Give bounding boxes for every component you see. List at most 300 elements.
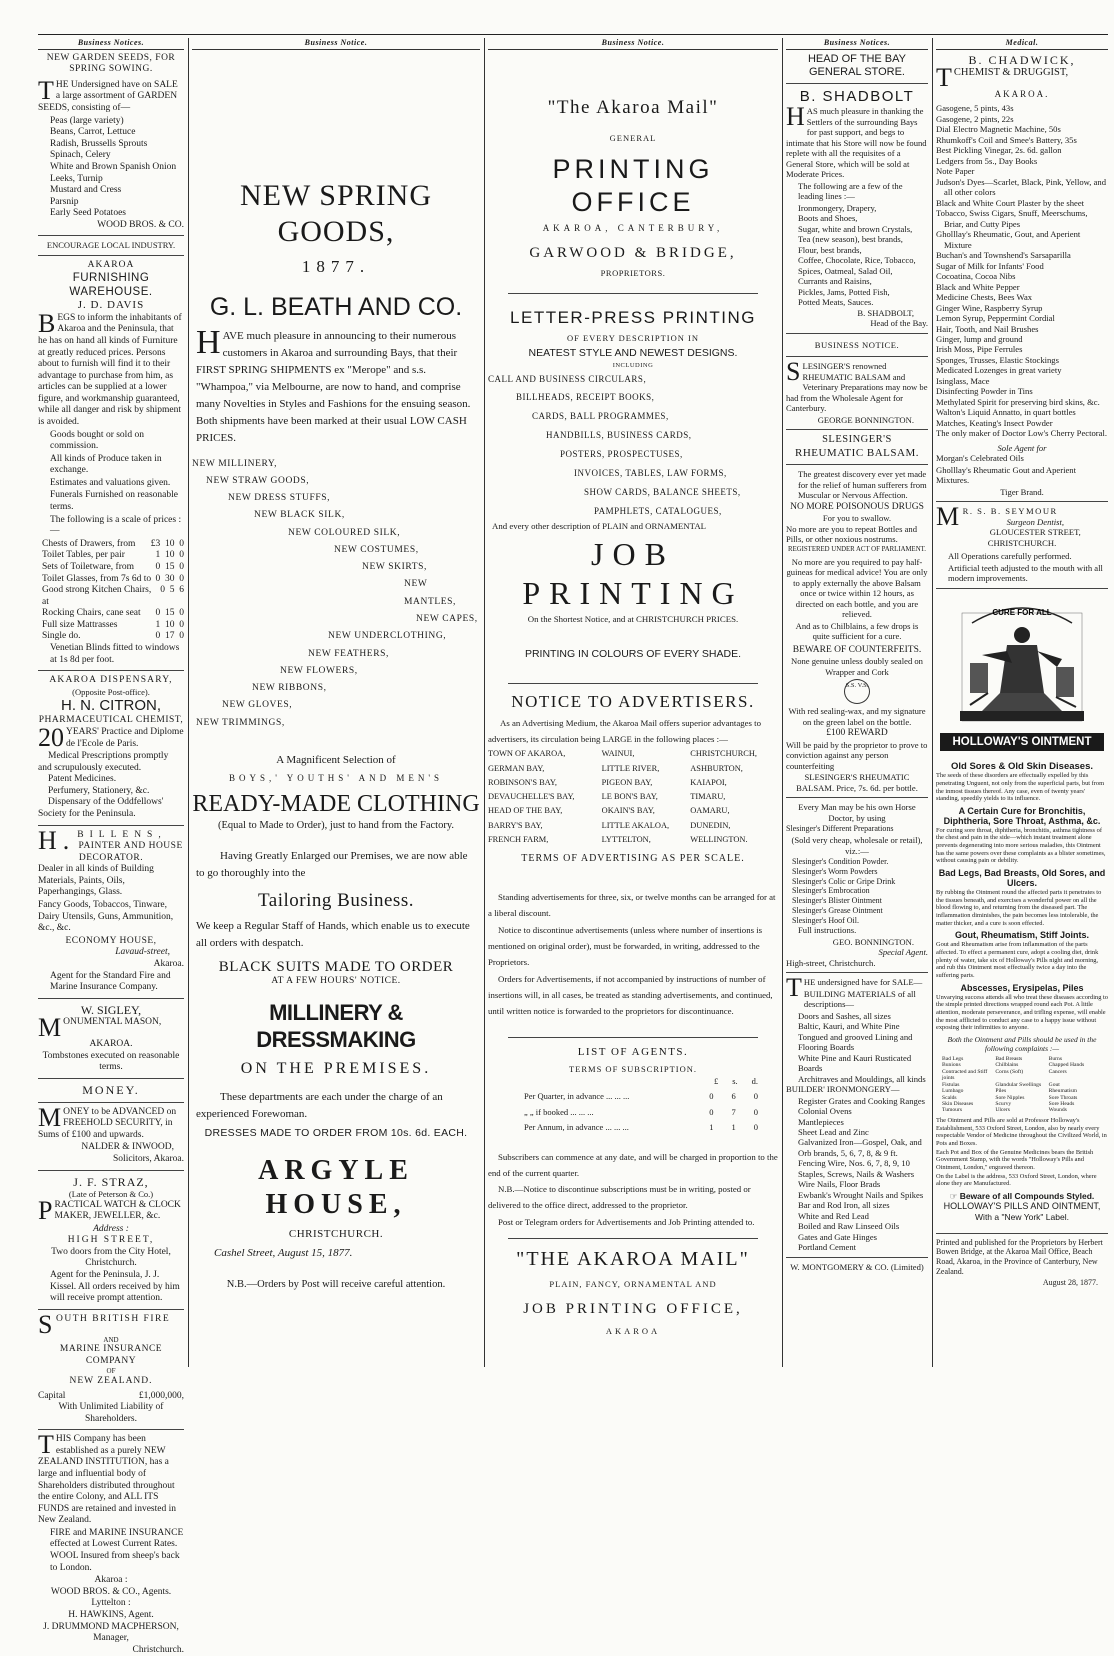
price-row [38, 620, 184, 632]
economy-house: ECONOMY HOUSE, [65, 935, 157, 946]
equal-to-order: (Equal to Made to Order), just to hand from the Factory. [217, 819, 455, 831]
none-genuine: None genuine unless doubly sealed on Wrapper and Cork [791, 656, 923, 677]
column-divider [188, 38, 189, 1367]
subscription-amount: 0 [709, 1091, 714, 1102]
garden-seeds-title: NEW GARDEN SEEDS, FOR SPRING SOWING. [46, 52, 176, 75]
head-of-bay-store: HEAD OF THE BAY GENERAL STORE. [807, 52, 906, 78]
shadbolt-line-item: Flour, best brands, [798, 244, 862, 255]
gloucester-street: GLOUCESTER STREET, [989, 527, 1081, 538]
straz-late: (Late of Peterson & Co.) [68, 1189, 154, 1200]
goods-item: NEW DRESS STUFFS, [228, 493, 331, 504]
rheumatic-balsam: RHEUMATIC BALSAM. [794, 446, 919, 459]
place-cell: TOWN OF AKAROA, [488, 749, 566, 759]
job-printing: JOB PRINTING [522, 536, 744, 612]
straz-agent: Agent for the Peninsula, J. J. Kissel. All orders received by him will receive prompt attention. [50, 1270, 180, 1304]
complaint-item: Corns (Soft) [995, 1068, 1024, 1075]
price-value: 0 15 0 [155, 561, 184, 572]
notice-to-advertisers: NOTICE TO ADVERTISERS. [511, 692, 755, 712]
seed-item: Mustard and Cress [50, 185, 122, 196]
slesinger-body: SLESINGER'S renowned RHEUMATIC BALSAM and Veterinary Preparations may now be had from the Wholesale Agent for Canterbury. [786, 357, 928, 414]
price-value: 0 15 0 [155, 608, 184, 619]
chadwick-item: Matches, Keating's Insect Powder [936, 417, 1053, 428]
complaint-item: Bunions [942, 1062, 961, 1069]
price-row [38, 631, 184, 643]
preparation-item: Slesinger's Embrocation [792, 886, 870, 896]
old-sores-body: The seeds of these disorders are effectually expelled by this penetrating Unguent, not only from the superficial parts, but from the inmost tissues thereof. Any case, even of twenty years' standing, speedily yields to its influence. [936, 772, 1105, 803]
few-hours-notice: AT A FEW HOURS' NOTICE. [271, 976, 401, 987]
preparations-sub: (Sold very cheap, wholesale or retail), viz.:— [791, 835, 923, 856]
head-of-the-bay: Head of the Bay. [870, 318, 928, 329]
shadbolt-line-item: Coffee, Chocolate, Rice, Tobacco, [798, 255, 916, 266]
red-sealing-wax: With red sealing-wax, and my signature on the green label on the bottle. [788, 706, 926, 727]
straz-name: J. F. STRAZ, [73, 1174, 149, 1189]
for-you-to-swallow: For you to swallow. [822, 513, 892, 524]
place-cell: LE BON'S BAY, [601, 792, 658, 802]
every-other: And every other description of PLAIN and ORNAMENTAL [492, 520, 707, 531]
post-telegram: Post or Telegram orders for Advertisements and Job Printing attended to. [498, 1216, 755, 1227]
preparations-title: Slesinger's Different Preparations [786, 824, 894, 834]
tiger-brand: Tiger Brand. [1000, 486, 1044, 497]
complaint-item: Glandular Swellings [995, 1081, 1042, 1088]
seed-item: Spinach, Celery [50, 150, 111, 161]
certain-cure-title: A Certain Cure for Bronchitis, Diphtheria, Sore Throat, Asthma, &c. [943, 806, 1101, 827]
artificial-teeth: Artificial teeth adjusted to the mouth with all modern improvements. [948, 562, 1103, 584]
abscesses-title: Abscesses, Erysipelas, Piles [960, 982, 1084, 993]
complaint-item: Chilblains [995, 1062, 1019, 1069]
complaint-item: Burns [1048, 1056, 1063, 1063]
sbf-lyttelton: Lyttelton : [91, 1598, 131, 1609]
price-item: Toilet Glasses, from 7s 6d to [42, 573, 152, 584]
places-row [488, 776, 778, 790]
wood-bros-signature: WOOD BROS. & CO. [97, 219, 184, 230]
sbf-liability: With Unlimited Liability of Shareholders. [58, 1402, 164, 1424]
column-header: Medical. [936, 38, 1108, 50]
price-item: Rocking Chairs, cane seat [42, 608, 141, 619]
ironmongery-item: Sheet Lead and Zinc [798, 1127, 869, 1137]
building-materials: BUILDING MATERIALS of all descriptions— [803, 988, 916, 1010]
chadwick-item: Medicated Lozenges in great variety [936, 365, 1062, 376]
abscesses-body: Unvarying success attends all who treat these diseases according to the simple printed directions wrapped round each Pot. A little attention, moderate perseverance, and trifling expense, will enable the most afflicted to conduct any case to a happy issue without exposing their infirmities to anyone. [936, 993, 1108, 1032]
price-value: 1 10 0 [155, 550, 184, 561]
chadwick-item: Gholllay's Rheumatic, Gout, and Aperient Mixture [936, 229, 1081, 250]
sbf-macpherson: J. DRUMMOND MACPHERSON, [43, 1621, 179, 1632]
place-cell: GERMAN BAY, [488, 763, 545, 773]
sbf-christchurch: Christchurch. [132, 1644, 184, 1655]
place-cell: LITTLE RIVER, [601, 763, 660, 773]
subscription-amount: 1 [709, 1122, 714, 1133]
no-half-guineas: No more are you required to pay half-guineas for medical advice! You are only to apply externally the above Balsam once or twice within 12 hours, as directed on each bottle, and you are relieved. [786, 556, 928, 620]
job-printing-office: JOB PRINTING OFFICE, [523, 1300, 743, 1317]
slesinger-price: SLESINGER'S RHEUMATIC BALSAM. Price, 7s. 6d. per bottle. [796, 772, 918, 793]
goods-item: NEW COSTUMES, [334, 544, 419, 555]
seal-icon: S.S. V.S. [786, 679, 928, 704]
price-row [38, 562, 184, 574]
davis-body: BEGS to inform the inhabitants of Akaroa and the Peninsula, that he has on hand all kinds of Furniture at greatly reduced prices. Persons about to furnish will find it to their advantage to purchase from him, as articles can be supplied at a lower figure, and workmanship guaranteed, while all danger and risk by shipment is avoided. [38, 308, 182, 427]
seed-item: Leeks, Turnip [50, 173, 103, 184]
davis-name: J. D. DAVIS [77, 299, 145, 312]
price-value: 1 10 0 [155, 619, 184, 630]
chadwick-akaroa: AKAROA. [994, 89, 1050, 100]
orders-notice: Orders for Advertisements, if not accompanied by instructions of number of insertions will, in all cases, be treated as standing advertisements, and continued, until written notice is forwarded to the proprietors for discontinuance. [488, 973, 773, 1017]
place-cell: FRENCH FARM, [488, 834, 549, 844]
chadwick-item: The only maker of Doctor Low's Cherry Pectoral. [936, 428, 1107, 439]
service-item: CALL AND BUSINESS CIRCULARS, [488, 373, 647, 384]
south-british-title: SOUTH BRITISH FIRE [38, 1309, 171, 1339]
service-item: SHOW CARDS, BALANCE SHEETS, [584, 486, 741, 497]
akaroa-canterbury: AKAROA, CANTERBURY, [542, 223, 724, 234]
beath-company-name: G. L. BEATH AND CO. [209, 292, 463, 321]
citron-chemist: PHARMACEUTICAL CHEMIST, [38, 715, 184, 726]
old-sores-title: Old Sores & Old Skin Diseases. [950, 760, 1094, 772]
sbf-wood-agents: WOOD BROS. & CO., Agents. [50, 1586, 172, 1597]
building-materials-list [786, 1011, 928, 1084]
sigley-trade: MONUMENTAL MASON, [38, 1013, 162, 1043]
goods-item: NEW TRIMMINGS, [196, 717, 285, 728]
both-ointment-pills: Both the Ointment and Pills should be used in the following complaints :— [947, 1035, 1097, 1054]
complaint-item: Lumbago [942, 1088, 964, 1095]
goods-item: NEW GLOVES, [222, 700, 293, 711]
column-header: Business Notices. [786, 38, 928, 50]
price-item: Toilet Tables, per pair [42, 550, 125, 561]
shortest-notice: On the Shortest Notice, and at CHRISTCHURCH PRICES. [527, 613, 739, 624]
subscription-amount: 7 [731, 1106, 736, 1117]
service-item: CARDS, BALL PROGRAMMES, [532, 411, 669, 422]
subscription-amount: 0 [709, 1106, 714, 1117]
billens-trade: PAINTER AND HOUSE DECORATOR. [78, 841, 183, 863]
shadbolt-following: The following are a few of the leading lines :— [798, 180, 903, 202]
preparation-item: Slesinger's Worm Powders [792, 866, 878, 876]
subscription-amount: 0 [753, 1106, 758, 1117]
davis-produce: All kinds of Produce taken in exchange. [50, 453, 162, 476]
ironmongery-item: Fencing Wire, Nos. 6, 7, 8, 9, 10 [798, 1158, 910, 1169]
price-value: 0 17 0 [155, 631, 184, 642]
chadwick-item: Buchan's and Townshend's Sarsaparilla [936, 250, 1071, 261]
dresses-made: DRESSES MADE TO ORDER FROM 10s. 6d. EACH. [204, 1126, 468, 1139]
subscription-label: Per Annum, in advance ... ... ... [524, 1122, 629, 1133]
seed-item: Radish, Brussells Sprouts [50, 138, 148, 149]
services-list [488, 370, 778, 521]
price-value: 0 30 0 [155, 573, 184, 584]
no-more-bottles: No more are you to repeat Bottles and Pills, or other noxious nostrums. [786, 523, 918, 545]
davis-blinds: Venetian Blinds fitted to windows at 1s 8d per foot. [50, 642, 180, 665]
regular-staff: We keep a Regular Staff of Hands, which enable us to execute all orders with despatch. [196, 919, 470, 949]
column-header: Business Notice. [488, 38, 778, 50]
place-cell: CHRISTCHURCH, [690, 749, 758, 759]
subscribers-note: Subscribers can commence at any date, and will be charged in proportion to the end of the current quarter. [488, 1151, 778, 1178]
sigley-tombstones: Tombstones executed on reasonable terms. [42, 1050, 180, 1073]
complaint-item: Piles [995, 1088, 1007, 1095]
seed-item: Parsnip [50, 196, 79, 207]
money-title: MONEY. [82, 1083, 140, 1098]
seymour-surgeon: Surgeon Dentist, [1006, 516, 1065, 527]
discontinue-notice: Notice to discontinue advertisements (unless where number of insertions is mentioned on original order), must be forwarded, in writing, addressed to the Proprietors. [488, 924, 763, 968]
preparation-item: Slesinger's Condition Powder. [792, 857, 889, 867]
shadbolt-line-item: Ironmongery, Drapery, [798, 202, 877, 213]
akaroa-label: AKAROA [87, 259, 135, 270]
subscription-label: Per Quarter, in advance ... ... ... [524, 1091, 630, 1102]
money-body: MONEY to be ADVANCED on FREEHOLD SECURITY, in Sums of £100 and upwards. [38, 1102, 177, 1140]
plain-fancy: PLAIN, FANCY, ORNAMENTAL AND [549, 1279, 717, 1290]
ironmongery-list [786, 1096, 928, 1253]
citron-line: Medical Prescriptions promptly and scrupulously executed. [38, 751, 169, 773]
sbf-company-body: THIS Company has been established as a purely NEW ZEALAND INSTITUTION, has a large and influential body of Shareholders distributed throughout the entire Colony, and ALL ITS FUNDS are retained and invested in New Zealand. [38, 1430, 176, 1526]
ironmongery-item: Wire Nails, Floor Brads [798, 1179, 881, 1190]
circulation-places-table [488, 747, 778, 847]
column-shadbolt-slesinger [786, 38, 928, 1367]
goods-item: NEW MANTLES, [404, 579, 457, 607]
building-item: Baltic, Kauri, and White Pine [798, 1021, 900, 1032]
sigley-name: W. SIGLEY, [80, 1002, 142, 1017]
price-item: Single do. [42, 631, 81, 642]
black-suits: BLACK SUITS MADE TO ORDER [218, 958, 454, 975]
shadbolt-body: HAS much pleasure in thanking the Settlers of the surrounding Bays for past support, and begs to intimate that his Store will now be found replete with all the requisites of a General Store, which will be sold at Moderate Prices. [786, 102, 927, 180]
building-item: Architraves and Mouldings, all kinds [798, 1073, 926, 1084]
gout-body: Gout and Rheumatism arise from inflammation of the parts affected. To effect a permanent cure, adopt a cooling diet, drink plenty of water, take six of Holloway's Pills night and morning, and rub this Ointment most effectually twice a day into the suffering parts. [936, 941, 1099, 979]
shadbolt-line-item: Tea (new season), best brands, [798, 234, 903, 245]
places-row [488, 762, 778, 776]
sbf-manager: Manager, [93, 1633, 129, 1644]
goods-item: NEW RIBBONS, [252, 683, 327, 694]
subscription-row [524, 1122, 758, 1132]
billens-body: Dealer in all kinds of Building Materials, Paints, Oils, Paperhangings, Glass. [38, 864, 154, 898]
building-item: White Pine and Kauri Rusticated Boards [798, 1052, 912, 1074]
chadwick-item: Cocoatina, Cocoa Nibs [936, 271, 1016, 282]
goods-item: NEW BLACK SILK, [254, 510, 345, 521]
place-cell: DEVAUCHELLE'S BAY, [488, 792, 575, 802]
chadwick-item: Black and White Pepper [936, 281, 1020, 292]
chadwick-name: B. CHADWICK, [968, 52, 1076, 67]
chadwick-item: Black and White Court Plaster by the sheet [936, 197, 1085, 208]
chadwick-item: Ginger Wine, Raspberry Syrup [936, 302, 1043, 313]
shadbolt-line-item: Sugar, white and brown Crystals, [798, 223, 913, 234]
departments: These departments are each under the charge of an experienced Forewoman. [196, 1090, 443, 1120]
column-business-notices [38, 38, 184, 1655]
shadbolt-signature: B. SHADBOLT, [857, 307, 914, 318]
service-item: INVOICES, TABLES, LAW FORMS, [574, 468, 727, 479]
complaint-item: Gout [1048, 1081, 1060, 1088]
places-row [488, 833, 778, 847]
goods-item: NEW MILLINERY, [192, 458, 278, 469]
complaint-item: Sore Throats [1048, 1094, 1078, 1101]
new-york-label: With a "New York" Label. [975, 1212, 1069, 1223]
shadbolt-lines [786, 203, 928, 308]
column-header: Business Notice. [192, 38, 480, 50]
morgans-oils: Morgan's Celebrated Oils [936, 453, 1024, 464]
subscription-header [524, 1076, 758, 1086]
imprint-date: August 28, 1877. [1042, 1277, 1098, 1287]
millinery-dressmaking: MILLINERY & DRESSMAKING [256, 999, 416, 1052]
place-cell: LITTLE AKALOA, [601, 820, 670, 830]
davis-goods: Goods bought or sold on commission. [50, 429, 144, 452]
terms-of-advertising: TERMS OF ADVERTISING AS PER SCALE. [521, 853, 745, 865]
price-item: Sets of Toiletware, from [42, 561, 135, 572]
label-address: On the Label is the address, 533 Oxford Street, London, where alone they are Manufactured. [936, 1172, 1097, 1188]
furnishing-warehouse: FURNISHING WAREHOUSE. [69, 272, 153, 299]
place-cell: LYTTELTON, [601, 834, 651, 844]
each-pot: Each Pot and Box of the Genuine Medicines bears the British Government Stamp, with the words "Holloway's Pills and Ointment, London," engraved thereon. [936, 1148, 1094, 1171]
chilblains: And as to Chilblains, a few drops is quite sufficient for a cure. [795, 620, 919, 642]
citron-practice: 20 YEARS' Practice and Diplome de l'Ecole de Paris. [38, 722, 184, 752]
argyle-house: ARGYLE HOUSE, [258, 1154, 414, 1220]
sbf-akaroa: Akaroa : [94, 1575, 128, 1586]
goods-item: NEW SKIRTS, [362, 562, 427, 573]
subscription-value [709, 1107, 758, 1117]
argyle-christchurch: CHRISTCHURCH. [288, 1228, 384, 1241]
holloway-ointment-banner: HOLLOWAY'S OINTMENT [940, 733, 1104, 751]
seymour-christchurch: CHRISTCHURCH. [987, 537, 1057, 548]
chadwick-item: Disinfecting Powder in Tins [936, 386, 1033, 397]
reward-title: £100 REWARD [826, 728, 888, 739]
price-value: 0 5 6 [160, 585, 184, 596]
billens-agent: Agent for the Standard Fire and Marine Insurance Company. [50, 970, 171, 993]
holloways-pills-ointment: HOLLOWAY'S PILLS AND OINTMENT, [943, 1201, 1101, 1212]
bad-legs-title: Bad Legs, Bad Breasts, Old Sores, and Ulcers. [938, 868, 1106, 889]
price-value: £3 10 0 [150, 538, 184, 549]
complaint-item: Contracted and Stiff joints [942, 1068, 988, 1082]
ironmongery-item: Colonial Ovens [798, 1106, 852, 1117]
column-medical [936, 38, 1108, 1367]
service-item: BILLHEADS, RECEIPT BOOKS, [516, 392, 655, 403]
geo-bonnington: GEO. BONNINGTON. [832, 936, 914, 947]
chadwick-item: Tobacco, Swiss Cigars, Snuff, Meerschums, Briar, and Cutty Pipes [936, 208, 1088, 229]
letterpress-printing: LETTER-PRESS PRINTING [510, 307, 756, 327]
gholllay-mixtures: Gholllay's Rheumatic Gout and Aperient Mixtures. [936, 464, 1076, 486]
chadwick-item: Judson's Dyes—Scarlet, Black, Pink, Yellow, and all other colors [936, 176, 1106, 198]
dispensary-title: AKAROA DISPENSARY, [49, 675, 173, 686]
chadwick-item: Note Paper [936, 166, 975, 177]
complaint-item: Rheumatism [1048, 1088, 1077, 1095]
chadwick-item: Gasogene, 5 pints, 43s [936, 103, 1014, 114]
registered-under-act: REGISTERED UNDER ACT OF PARLIAMENT. [788, 545, 926, 553]
complaint-item: Cancers [1048, 1068, 1067, 1075]
place-cell: KAIAPOI, [690, 777, 727, 787]
place-cell: DUNEDIN, [690, 820, 731, 830]
solicitors: Solicitors, Akaroa. [113, 1153, 184, 1164]
bonnington: GEORGE BONNINGTON. [817, 414, 914, 425]
subscription-label: „ „ if booked ... ... ... [524, 1106, 594, 1117]
preparation-item: Slesinger's Hoof Oil. [792, 915, 859, 925]
bad-legs-body: By rubbing the Ointment round the affected parts it penetrates to the tissues beneath, and exercises a wonderful power on all the blood flowing to, and returning from the diseased part. The inflammation diminishes, the pain becomes less intolerable, the matter thicker, and a cure is soon effected. [936, 888, 1102, 927]
list-of-agents: LIST OF AGENTS. [577, 1046, 689, 1059]
place-cell: ASHBURTON, [690, 763, 743, 773]
goods-item: NEW FEATHERS, [308, 648, 389, 659]
sbf-nz: NEW ZEALAND. [69, 1375, 153, 1386]
neatest-style: NEATEST STYLE AND NEWEST DESIGNS. [528, 346, 738, 359]
ironmongery-item: Ewbank's Wrought Nails and Spikes [798, 1189, 924, 1200]
chadwick-item: Hair, Tooth, and Nail Brushes [936, 323, 1039, 334]
shadbolt-name: B. SHADBOLT [799, 88, 915, 106]
building-item: Doors and Sashes, all sizes [798, 1010, 891, 1021]
goods-item: NEW STRAW GOODS, [206, 475, 310, 486]
sbf-of: OF [106, 1367, 116, 1376]
encourage-local: ENCOURAGE LOCAL INDUSTRY. [46, 240, 176, 251]
complaint-item: Bad Breasts [995, 1056, 1023, 1063]
orders-by-post: N.B.—Orders by Post will receive careful attention. [226, 1278, 446, 1290]
sbf-hawkins: H. HAWKINS, Agent. [68, 1609, 154, 1620]
high-street-christchurch: High-street, Christchurch. [786, 957, 876, 968]
goods-item: NEW UNDERCLOTHING, [328, 631, 447, 642]
price-list [38, 539, 184, 643]
lavaud-street: Lavaud-street, [115, 947, 170, 958]
goods-item: NEW FLOWERS, [280, 665, 358, 676]
price-item: Chests of Drawers, from [42, 538, 136, 549]
complaint-item: Ulcers [995, 1107, 1010, 1114]
place-cell: OAMARU, [690, 806, 730, 816]
citron-lines [38, 751, 184, 820]
subscription-amount: 6 [731, 1091, 736, 1102]
seed-item: Beans, Carrot, Lettuce [50, 127, 136, 138]
places-row [488, 747, 778, 761]
printing-colours: PRINTING IN COLOURS OF EVERY SHADE. [524, 648, 742, 661]
shadbolt-line-item: Potted Meats, Sauces. [798, 297, 874, 308]
complaint-item: Chapped Hands [1048, 1062, 1085, 1069]
all-operations: All Operations carefully performed. [948, 551, 1072, 562]
tailoring-business: Tailoring Business. [258, 889, 414, 911]
sbf-capital: Capital £1,000,000, [38, 1390, 184, 1401]
cure-for-all-label: CURE FOR ALL [992, 607, 1052, 617]
complaint-item: Wounds [1048, 1107, 1067, 1114]
places-row [488, 790, 778, 804]
service-item: PAMPHLETS, CATALOGUES, [594, 505, 722, 516]
subscription-col-label: d. [751, 1076, 758, 1087]
chadwick-item: Dial Electro Magnetic Machine, 50s [936, 124, 1061, 135]
price-item: Full size Mattrasses [42, 619, 118, 630]
goods-item: NEW COLOURED SILK, [288, 527, 401, 538]
billens-akaroa: Akaroa. [153, 958, 184, 969]
straz-christchurch: Christchurch. [85, 1258, 137, 1269]
beware-compounds: ☞ Beware of all Compounds Styled. [949, 1191, 1095, 1202]
price-row [38, 550, 184, 562]
ironmongery-item: Staples, Screws, Nails & Washers [798, 1168, 915, 1179]
chadwick-item: Medicine Chests, Bees Wax [936, 292, 1033, 303]
citron-line: Dispensary of the Oddfellows' Society for the Peninsula. [38, 797, 164, 819]
full-instructions: Full instructions. [798, 925, 857, 936]
billens-fancy: Fancy Goods, Tobaccos, Tinware, Dairy Utensils, Guns, Ammunition, &c., &c. [38, 900, 174, 934]
every-description: OF EVERY DESCRIPTION IN [566, 332, 699, 343]
advertising-medium: As an Advertising Medium, the Akaroa Mail offers superior advantages to advertisers, its circulation being LARGE in the following places :— [488, 717, 761, 745]
straz-two-doors: Two doors from the City Hotel, [51, 1246, 171, 1257]
price-row [38, 574, 184, 586]
ironmongery-item: Galvanized Iron—Gospel, Oak, and Orb brands, 5, 6, 7, 8, & 9 ft. [798, 1137, 922, 1158]
standing-adverts: Standing advertisements for three, six, or twelve months can be arranged for at a liberal discount. [488, 892, 776, 919]
complaint-item: Scurvy [995, 1101, 1012, 1108]
column-divider [932, 38, 933, 1367]
billens-name: H. BILLENS, [38, 825, 167, 855]
chadwick-item: Gasogene, 2 pints, 22s [936, 113, 1014, 124]
enlarged-premises: Having Greatly Enlarged our Premises, we are now able to go thoroughly into the [196, 850, 468, 880]
chadwick-item: Isinglass, Mace [936, 375, 990, 386]
slesingers: SLESINGER'S [822, 433, 892, 445]
sigley-akaroa: AKAROA. [89, 1039, 133, 1050]
printed-published: Printed and published for the Proprietors by Herbert Bowen Bridge, at the Akaroa Mail Office, Beach Road, Akaroa, in the Province of Canterbury, New Zealand. [936, 1237, 1103, 1276]
no-poisonous-drugs: NO MORE POISONOUS DRUGS [790, 501, 924, 512]
seymour-name: M R. S. B. SEYMOUR [936, 502, 1058, 532]
straz-trade: PRACTICAL WATCH & CLOCK MAKER, JEWELLER, &c. [38, 1195, 181, 1225]
akaroa-mail-title: "The Akaroa Mail" [547, 96, 719, 118]
chadwick-item: Best Pickling Vinegar, 2s. 6d. gallon [936, 145, 1062, 156]
place-cell: ROBINSON'S BAY, [488, 777, 557, 787]
citron-line: Patent Medicines. [48, 774, 117, 785]
nb-subscriptions: N.B.—Notice to discontinue subscriptions must be in writing, posted or delivered to the office direct, addressed to the proprietor. [488, 1184, 751, 1211]
undersigned-for-sale: THE undersigned have for SALE— [786, 973, 923, 1003]
chadwick-item: Irish Moss, Pipe Ferrules [936, 344, 1023, 355]
general-label: GENERAL [609, 132, 657, 143]
builders-ironmongery: BUILDER' IRONMONGERY— [786, 1084, 900, 1095]
subscription-row [524, 1091, 758, 1101]
complaint-item: Sore Heads [1048, 1101, 1075, 1108]
straz-address-label: Address : [93, 1223, 129, 1234]
preparation-item: Slesinger's Blister Ointment [792, 896, 882, 906]
